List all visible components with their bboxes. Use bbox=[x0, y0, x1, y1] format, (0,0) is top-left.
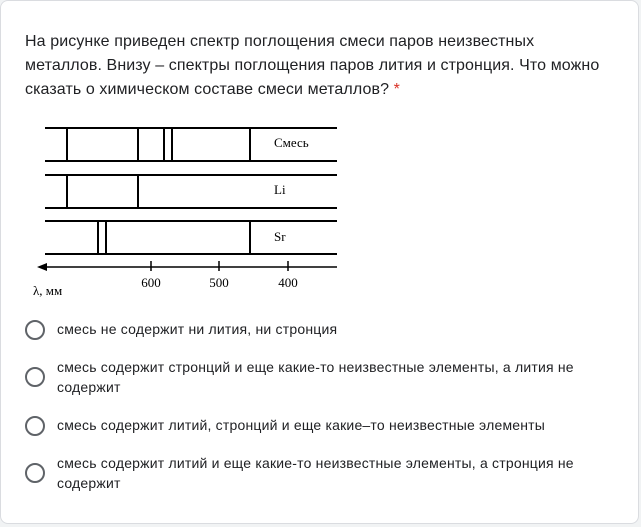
spectrum-diagram bbox=[27, 119, 347, 304]
option-label: смесь содержит литий и еще какие-то неизвестные элементы, а стронция не содержит bbox=[57, 455, 574, 491]
wavelength-axis bbox=[33, 261, 337, 298]
question-text-block bbox=[25, 30, 615, 102]
axis-tick-label: 400 bbox=[278, 275, 298, 290]
option-label: смесь содержит стронций и еще какие-то неизвестные элементы, а лития не содержит bbox=[57, 359, 574, 395]
spectrum-label-mixture: Смесь bbox=[274, 135, 309, 150]
option-label: смесь не содержит ни лития, ни стронция bbox=[57, 321, 338, 337]
axis-label: λ, мм bbox=[33, 283, 63, 298]
axis-tick-label: 600 bbox=[141, 275, 161, 290]
axis-arrow-icon bbox=[37, 263, 47, 271]
spectrum-figure bbox=[27, 119, 347, 304]
option-label: смесь содержит литий, стронций и еще какие–то неизвестные элементы bbox=[57, 417, 546, 433]
spectrum-label-li: Li bbox=[274, 182, 286, 197]
required-asterisk: * bbox=[393, 81, 400, 98]
spectrum-label-sr: Sr bbox=[274, 229, 286, 244]
spectrum-sr bbox=[45, 221, 337, 254]
radio-button[interactable] bbox=[25, 320, 45, 340]
radio-button[interactable] bbox=[25, 463, 45, 483]
radio-button[interactable] bbox=[25, 416, 45, 436]
spectrum-li bbox=[45, 175, 337, 208]
radio-button[interactable] bbox=[25, 367, 45, 387]
axis-tick-label: 500 bbox=[209, 275, 229, 290]
spectrum-mixture bbox=[45, 128, 337, 161]
question-text: На рисунке приведен спектр поглощения смеси паров неизвестных металлов. Внизу – спектры поглощения паров лития и стронция. Что можно сказать о химическом составе смеси металлов? bbox=[25, 33, 600, 98]
